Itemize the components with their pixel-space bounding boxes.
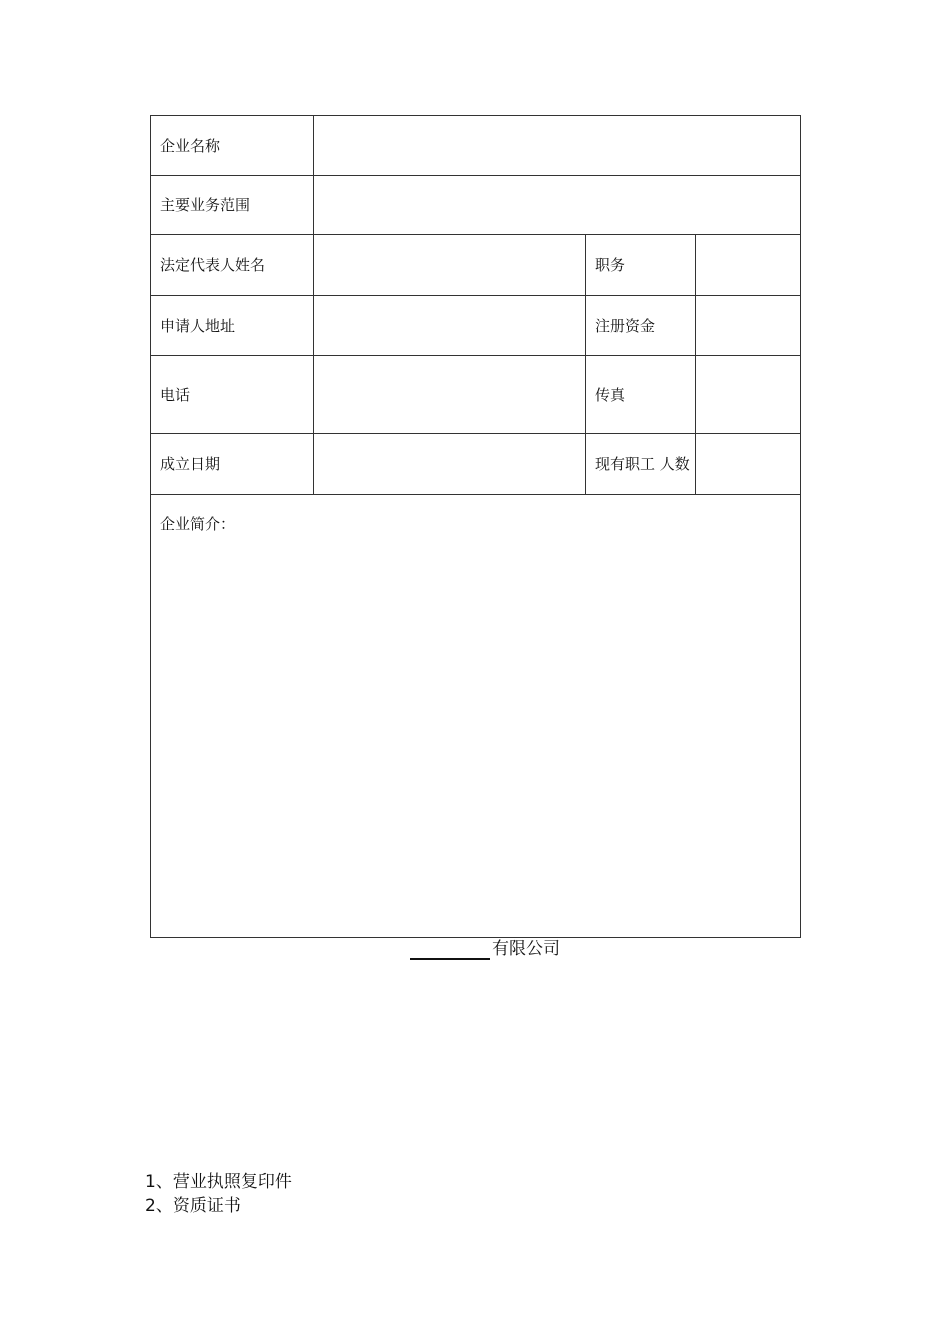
company-info-table: [150, 115, 801, 938]
company-name-label: 企业名称: [151, 116, 314, 176]
business-scope-field[interactable]: [314, 176, 801, 235]
business-scope-label: 主要业务范围: [151, 176, 314, 235]
row-business-scope: [151, 176, 801, 235]
legal-rep-label: 法定代表人姓名: [151, 235, 314, 296]
registered-capital-label: 注册资金: [586, 296, 696, 356]
row-phone: [151, 356, 801, 434]
address-field[interactable]: [314, 296, 586, 356]
company-intro-label: 企业简介：: [160, 515, 236, 533]
company-signature-line: [410, 938, 560, 960]
company-name-blank[interactable]: [410, 938, 490, 960]
attachments-list: [145, 1170, 292, 1218]
registered-capital-field[interactable]: [696, 296, 801, 356]
attachment-item: 1、营业执照复印件: [145, 1172, 292, 1192]
company-name-field[interactable]: [314, 116, 801, 176]
fax-field[interactable]: [696, 356, 801, 434]
address-label: 申请人地址: [151, 296, 314, 356]
company-suffix: 有限公司: [492, 939, 560, 959]
row-company-name: [151, 116, 801, 176]
staff-count-field[interactable]: [696, 434, 801, 495]
row-legal-rep: [151, 235, 801, 296]
phone-label: 电话: [151, 356, 314, 434]
position-field[interactable]: [696, 235, 801, 296]
row-address: [151, 296, 801, 356]
row-intro: [151, 495, 801, 938]
company-intro-area[interactable]: [151, 495, 801, 938]
fax-label: 传真: [586, 356, 696, 434]
phone-field[interactable]: [314, 356, 586, 434]
founding-date-field[interactable]: [314, 434, 586, 495]
founding-date-label: 成立日期: [151, 434, 314, 495]
position-label: 职务: [586, 235, 696, 296]
row-founding-date: [151, 434, 801, 495]
staff-count-label: 现有职工 人数: [586, 434, 696, 495]
legal-rep-field[interactable]: [314, 235, 586, 296]
attachment-item: 2、资质证书: [145, 1196, 241, 1216]
